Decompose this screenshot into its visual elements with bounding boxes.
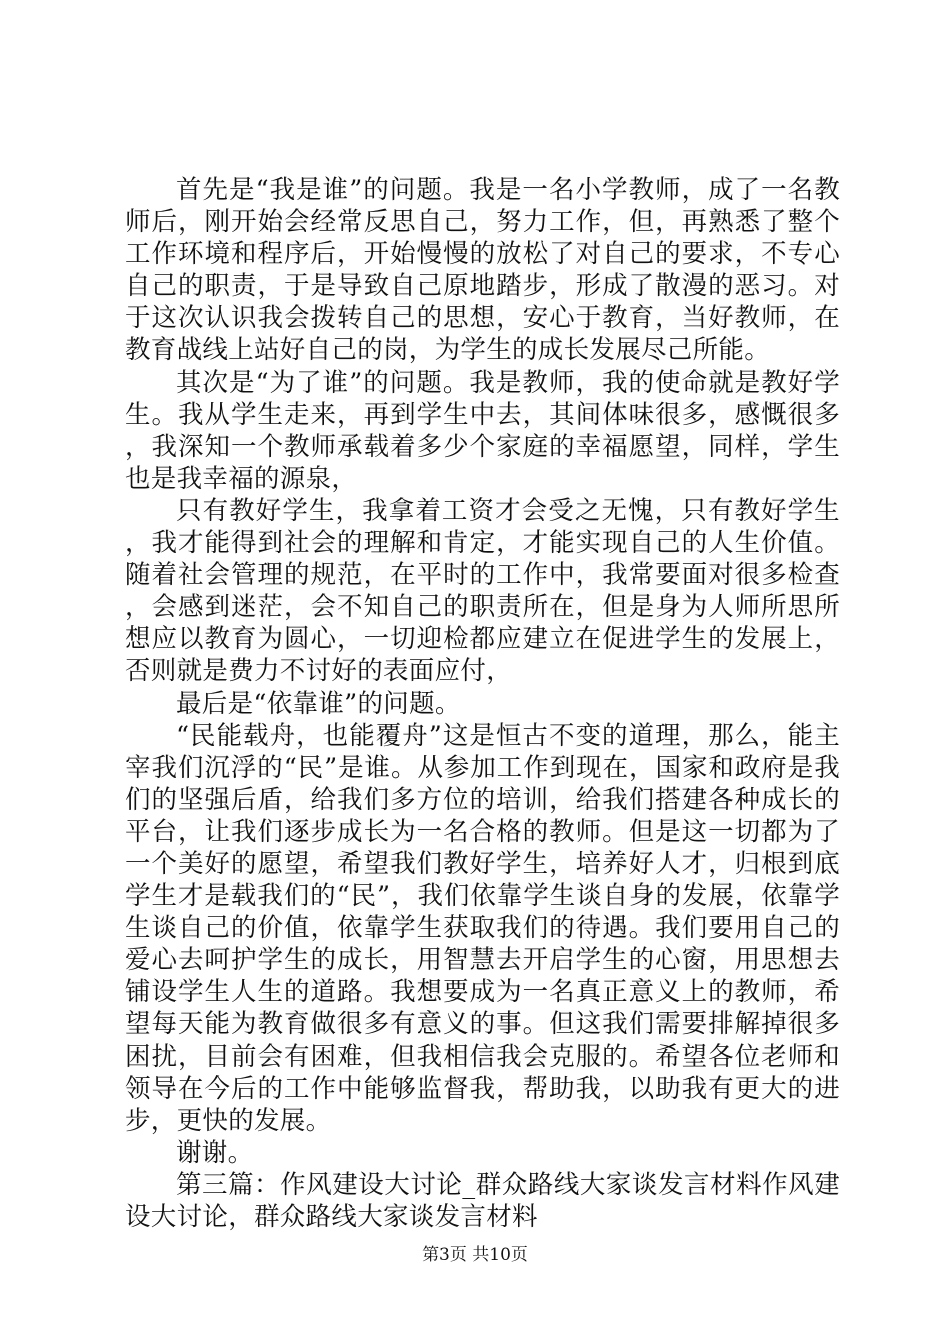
paragraph-rely-on-whom: 最后是“依靠谁”的问题。 — [176, 688, 461, 719]
paragraph-people-boat: “民能载舟，也能覆舟”这是恒古不变的道理，那么，能主宰我们沉浮的“民”是谁。从参加工作到现在，国家和政府是我们的坚强后盾，给我们多方位的培训，给我们搭建各种成长的平台，让我们逐步成长为一名合格的教师。但是这一切都为了一个美好的愿望，希望我们教好学生，培养好人才，归根到底学生才是载我们的“民”，我们依靠学生谈自身的发展，依靠学生谈自己的价值，依靠学生获取我们的待遇。我们要用自己的爱心去呵护学生的成长，用智慧去开启学生的心窗，用思想去铺设学生人生的道路。我想要成为一名真正意义上的教师，希望每天能为教育做很多有意义的事。但这我们需要排解掉很多困扰，目前会有困难，但我相信我会克服的。希望各位老师和领导在今后的工作中能够监督我，帮助我，以助我有更大的进步，更快的发展。 — [125, 720, 840, 1136]
paragraph-teach-well: 只有教好学生，我拿着工资才会受之无愧，只有教好学生，我才能得到社会的理解和肯定，才能实现自己的人生价值。随着社会管理的规范，在平时的工作中，我常要面对很多检查，会感到迷茫，会不知自己的职责所在，但是身为人师所思所想应以教育为圆心，一切迎检都应建立在促进学生的发展上，否则就是费力不讨好的表面应付， — [125, 495, 840, 687]
page-number-footer: 第3页 共10页 — [422, 1245, 528, 1265]
paragraph-for-whom: 其次是“为了谁”的问题。我是教师，我的使命就是教好学生。我从学生走来，再到学生中去，其间体味很多，感慨很多，我深知一个教师承载着多少个家庭的幸福愿望，同样，学生也是我幸福的源泉， — [125, 367, 840, 494]
document-body — [125, 174, 840, 1233]
paragraph-third-article: 第三篇：作风建设大讨论_群众路线大家谈发言材料作风建设大讨论，群众路线大家谈发言材料 — [125, 1169, 840, 1232]
paragraph-who-am-i: 首先是“我是谁”的问题。我是一名小学教师，成了一名教师后，刚开始会经常反思自己，努力工作，但，再熟悉了整个工作环境和程序后，开始慢慢的放松了对自己的要求，不专心自己的职责，于是导致自己原地踏步，形成了散漫的恶习。对于这次认识我会拨转自己的思想，安心于教育，当好教师，在教育战线上站好自己的岗，为学生的成长发展尽己所能。 — [125, 175, 840, 366]
paragraph-thanks: 谢谢。 — [176, 1137, 254, 1168]
